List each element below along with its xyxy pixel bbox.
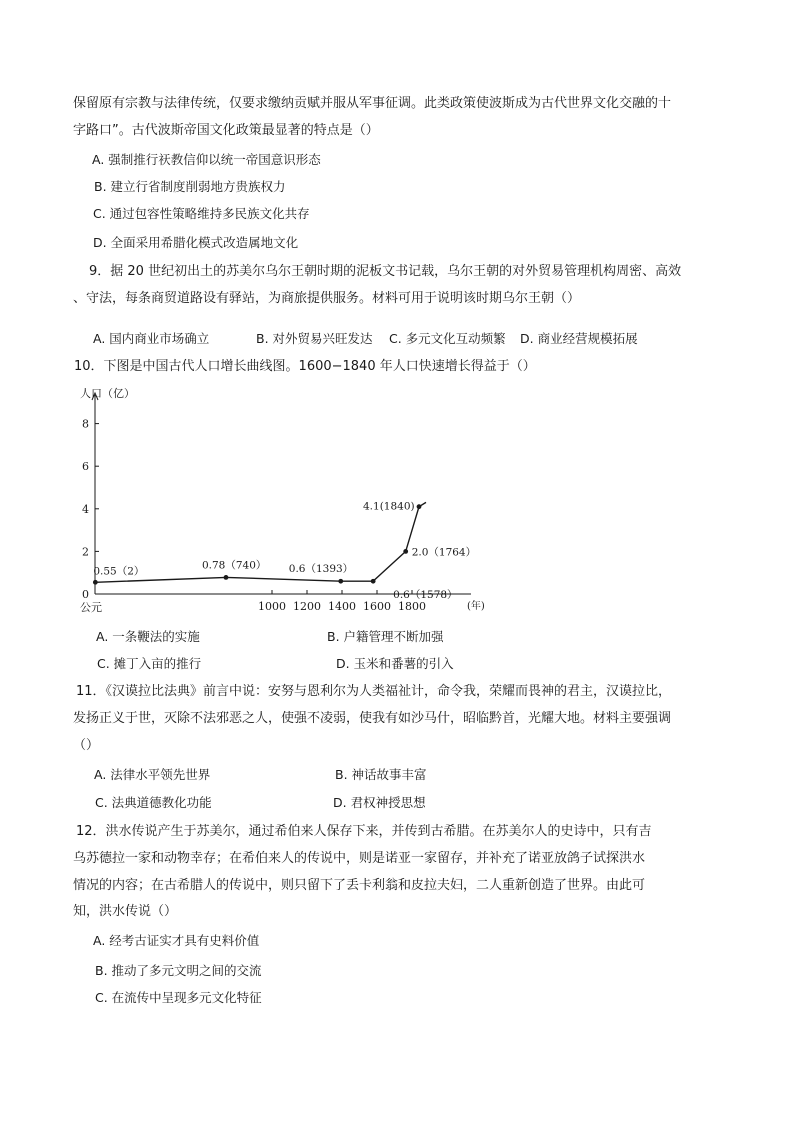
data-label: 2.0（1764）	[411, 546, 477, 559]
q9-option-d: D. 商业经营规模拓展	[520, 331, 638, 346]
q9-option-a: A. 国内商业市场确立	[93, 331, 210, 346]
q12-stem-line3: 情况的内容；在古希腊人的传说中，则只留下了丢卡利翁和皮拉夫妇，二人重新创造了世界。由此可	[73, 878, 646, 893]
q11-option-b: B. 神话故事丰富	[335, 767, 427, 782]
q11-stem-line3: （）	[73, 738, 100, 753]
x-axis-unit-label: (年)	[467, 601, 485, 612]
q10-option-a: A. 一条鞭法的实施	[96, 629, 200, 644]
q12-option-b: B. 推动了多元文明之间的交流	[95, 963, 262, 978]
data-point	[338, 579, 343, 584]
data-label: 4.1(1840)	[363, 500, 415, 513]
q12-option-c: C. 在流传中呈现多元文化特征	[95, 990, 262, 1005]
q11-option-a: A. 法律水平领先世界	[94, 767, 211, 782]
q12-option-a: A. 经考古证实才具有史料价值	[93, 933, 260, 948]
q11-option-d: D. 君权神授思想	[333, 795, 426, 810]
q9-option-c: C. 多元文化互动频繁	[389, 331, 506, 346]
q9-stem-line2: 、守法，每条商贸道路设有驿站，为商旅提供服务。材料可用于说明该时期乌尔王朝（）	[73, 291, 581, 306]
x-tick-label: 1000	[258, 600, 286, 613]
y-tick-label: 2	[82, 545, 89, 559]
x-tick-label: 1600	[363, 600, 391, 613]
data-point	[224, 575, 229, 580]
x-tick-label: 1800	[398, 600, 426, 613]
q10-option-d: D. 玉米和番薯的引入	[336, 656, 454, 671]
q9-option-b: B. 对外贸易兴旺发达	[256, 331, 373, 346]
y-axis-label: 人口（亿）	[80, 387, 135, 400]
data-point	[371, 579, 376, 584]
y-tick-label: 0	[82, 588, 89, 601]
y-tick-label: 4	[82, 502, 89, 516]
x-tick-label: 1400	[328, 600, 356, 613]
data-point	[403, 549, 408, 554]
q8-option-d: D. 全面采用希腊化模式改造属地文化	[93, 235, 299, 250]
q11-option-c: C. 法典道德教化功能	[95, 795, 212, 810]
q8-option-c: C. 通过包容性策略维持多民族文化共存	[93, 206, 310, 221]
q10-option-b: B. 户籍管理不断加强	[327, 629, 444, 644]
q11-stem-line2: 发扬正义于世，灭除不法邪恶之人，使强不凌弱，使我有如沙马什，昭临黔首，光耀大地。材料主要强调	[73, 711, 672, 726]
q11-stem-line1: 11．《汉谟拉比法典》前言中说：安努与恩利尔为人类福祉计，命令我，荣耀而畏神的君主，汉谟拉比，	[76, 684, 672, 699]
q12-stem-line2: 乌苏德拉一家和动物幸存；在希伯来人的传说中，则是诺亚一家留存，并补充了诺亚放鸽子试探洪水	[73, 851, 646, 866]
q9-stem-line1: 9．据 20 世纪初出土的苏美尔乌尔王朝时期的泥板文书记载，乌尔王朝的对外贸易管理机构周密、高效	[89, 264, 682, 279]
x-origin-label: 公元	[80, 601, 102, 613]
data-label: 0.78（740）	[201, 559, 267, 572]
q10-stem: 10．下图是中国古代人口增长曲线图。1600−1840 年人口快速增长得益于（）	[74, 359, 536, 374]
y-tick-label: 6	[82, 460, 89, 474]
q8-stem-line2: 字路口”。古代波斯帝国文化政策最显著的特点是（）	[73, 123, 379, 138]
population-line-chart	[76, 381, 486, 613]
data-label: 0.55（2）	[93, 565, 145, 578]
x-tick-label: 1200	[293, 600, 321, 613]
q10-option-c: C. 摊丁入亩的推行	[97, 656, 202, 671]
q8-option-a: A. 强制推行祆教信仰以统一帝国意识形态	[92, 152, 321, 167]
q8-stem-line1: 保留原有宗教与法律传统，仅要求缴纳贡赋并服从军事征调。此类政策使波斯成为古代世界文化交融的十	[73, 96, 672, 111]
y-tick-label: 8	[82, 417, 89, 431]
q8-option-b: B. 建立行省制度削弱地方贵族权力	[94, 179, 286, 194]
data-point	[417, 504, 422, 509]
data-point	[93, 580, 98, 585]
q12-stem-line1: 12．洪水传说产生于苏美尔，通过希伯来人保存下来，并传到古希腊。在苏美尔人的史诗中，只有吉	[76, 824, 652, 839]
data-label: 0.6（1393）	[288, 563, 354, 576]
data-label: 0.6（1578）	[393, 589, 458, 602]
q12-stem-line4: 知，洪水传说（）	[73, 904, 178, 919]
